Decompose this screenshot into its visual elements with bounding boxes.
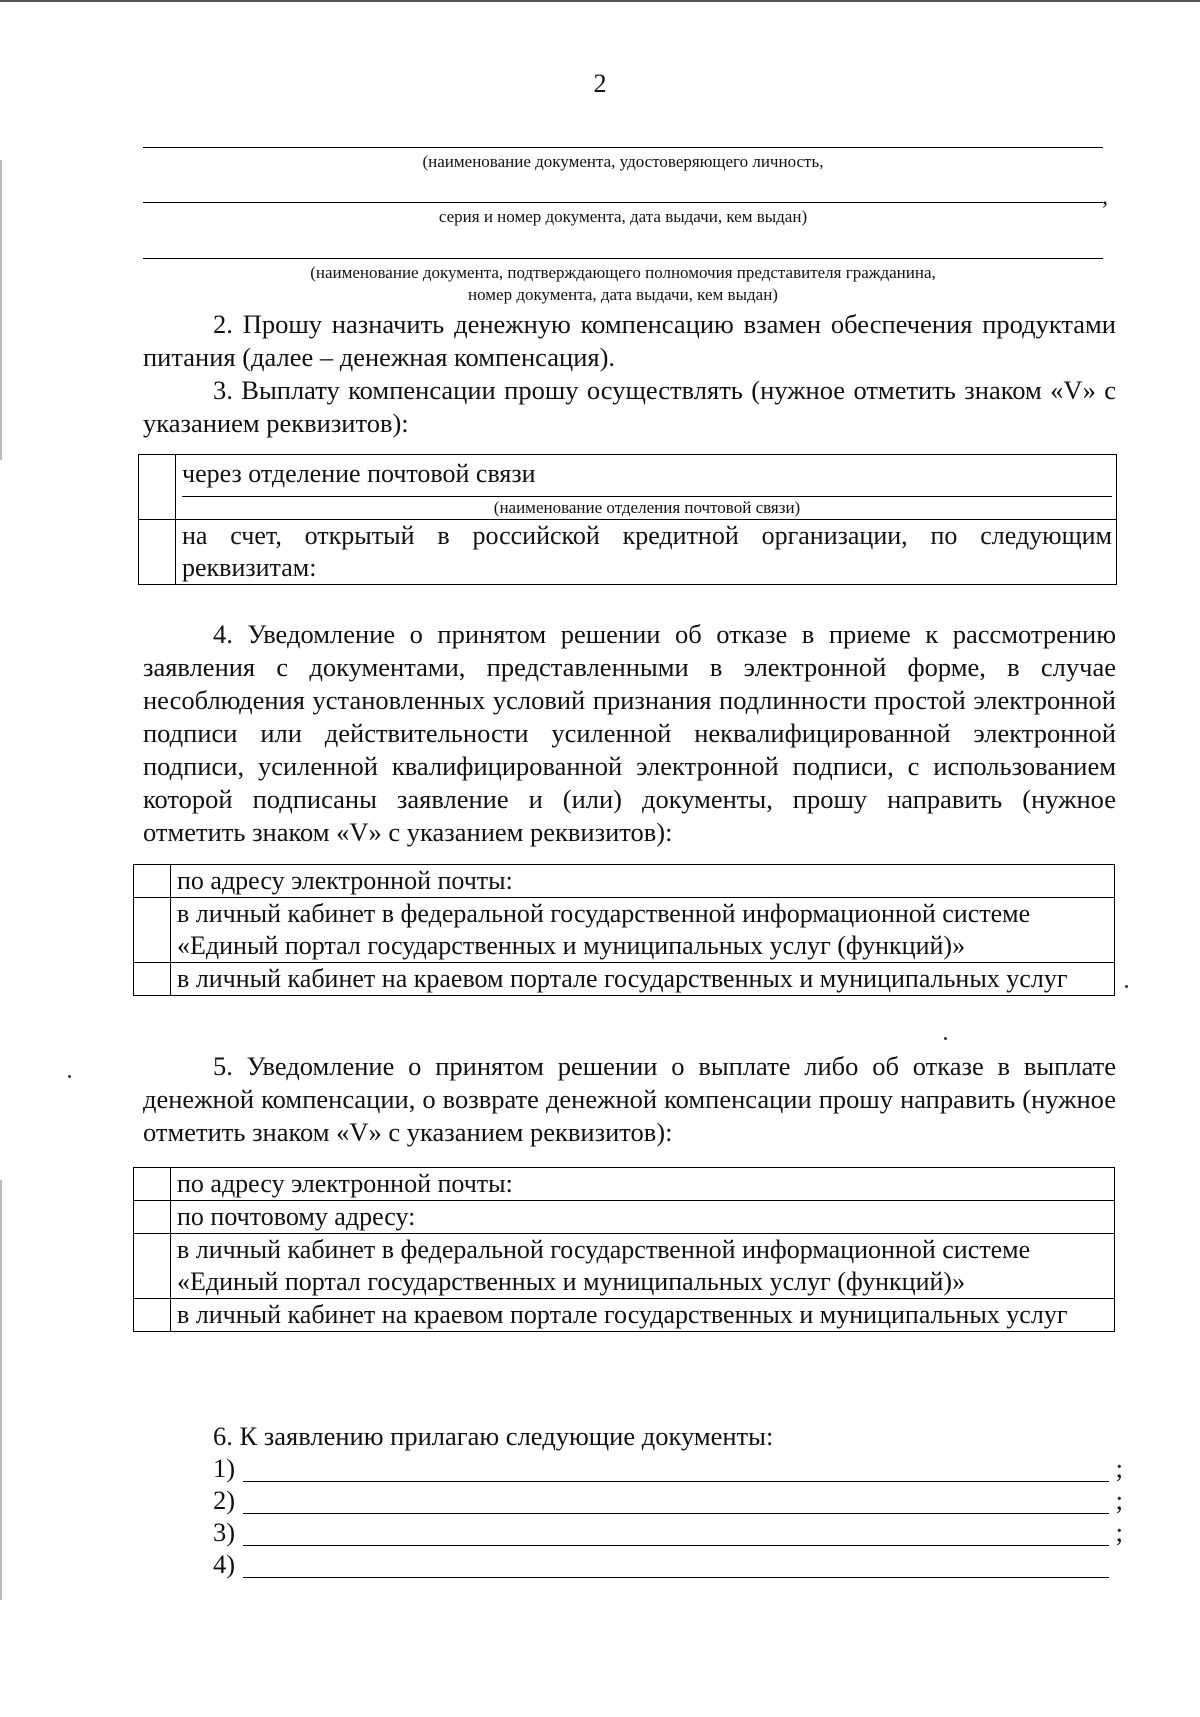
item-5: 5. Уведомление о принятом решении о выплате либо об отказе в выплате денежной компенсации, о возврате денежной компенсации прошу направить (нужное отметить знаком «V» с указанием реквизитов): bbox=[143, 1051, 1116, 1147]
notify4-email: по адресу электронной почты: bbox=[171, 865, 1115, 898]
document-number: 4) bbox=[213, 1549, 236, 1579]
notify5-row bbox=[134, 1168, 1115, 1201]
trailing-comma: , bbox=[1102, 184, 1108, 210]
document-entry-line[interactable] bbox=[243, 1545, 1109, 1546]
document-number: 2) bbox=[213, 1485, 236, 1515]
notify5-regional-portal: в личный кабинет на краевом портале государственных и муниципальных услуг bbox=[171, 1299, 1115, 1332]
document-line bbox=[213, 1517, 1123, 1549]
payment-options-table bbox=[138, 454, 1117, 585]
representative-caption-2: номер документа, дата выдачи, кем выдан) bbox=[468, 285, 778, 304]
item-5-block bbox=[143, 1050, 1116, 1149]
payment-option-bank bbox=[139, 520, 1117, 585]
scan-edge bbox=[0, 1180, 2, 1600]
identity-caption-1: (наименование документа, удостоверяющего личность, bbox=[422, 152, 824, 171]
notify4-row bbox=[134, 865, 1115, 898]
document-terminator: ; bbox=[1115, 1485, 1123, 1515]
scan-speck bbox=[1125, 985, 1128, 988]
checkbox-notify4-email[interactable] bbox=[134, 865, 171, 898]
item-2: 2. Прошу назначить денежную компенсацию взамен обеспечения продуктами питания (далее – денежная компенсация). bbox=[143, 309, 1116, 372]
payment-option-postal bbox=[139, 455, 1117, 520]
scan-speck bbox=[68, 1075, 71, 1078]
representative-caption-1: (наименование документа, подтверждающего полномочия представителя гражданина, bbox=[310, 263, 936, 282]
document-terminator: ; bbox=[1115, 1453, 1123, 1483]
attached-documents-list bbox=[213, 1453, 1123, 1581]
document-line bbox=[213, 1453, 1123, 1485]
document-number: 3) bbox=[213, 1517, 236, 1547]
identity-doc-line bbox=[143, 147, 1103, 148]
scan-edge bbox=[0, 160, 2, 460]
notify5-row bbox=[134, 1299, 1115, 1332]
document-line bbox=[213, 1485, 1123, 1517]
identity-doc-line-2 bbox=[143, 202, 1103, 203]
document-terminator: ; bbox=[1115, 1517, 1123, 1547]
notify5-postal-address: по почтовому адресу: bbox=[171, 1201, 1115, 1234]
option-postal bbox=[176, 455, 1117, 520]
checkbox-notify5-email[interactable] bbox=[134, 1168, 171, 1201]
item-3: 3. Выплату компенсации прошу осуществлять (нужное отметить знаком «V» с указанием реквизитов): bbox=[143, 375, 1116, 438]
checkbox-notify4-federal[interactable] bbox=[134, 898, 171, 963]
notify4-row bbox=[134, 963, 1115, 996]
option-bank: на счет, открытый в российской кредитной организации, по следующим реквизитам: bbox=[176, 520, 1117, 585]
checkbox-bank[interactable] bbox=[139, 520, 176, 585]
identity-caption-2: серия и номер документа, дата выдачи, кем выдан) bbox=[438, 207, 808, 226]
notify5-row bbox=[134, 1234, 1115, 1299]
item-4: 4. Уведомление о принятом решении об отказе в приеме к рассмотрению заявления с документами, представленными в электронной форме, в случае несоблюдения установленных условий признания подлинности простой электронной подписи или действительности усиленной неквалифицированной электронной подписи, усиленной квалифицированной электронной подписи, с использованием которой подписаны заявление и (или) документы, прошу направить (нужное отметить знаком «V» с указанием реквизитов): bbox=[143, 619, 1116, 847]
document-line bbox=[213, 1549, 1123, 1581]
notify4-regional-portal: в личный кабинет на краевом портале государственных и муниципальных услуг bbox=[171, 963, 1115, 996]
scan-speck bbox=[944, 1037, 947, 1040]
document-entry-line[interactable] bbox=[243, 1513, 1109, 1514]
checkbox-notify5-postal[interactable] bbox=[134, 1201, 171, 1234]
postal-office-caption: (наименование отделения почтовой связи) bbox=[493, 498, 801, 517]
notify5-email: по адресу электронной почты: bbox=[171, 1168, 1115, 1201]
items-2-3 bbox=[143, 308, 1116, 440]
document-entry-line[interactable] bbox=[243, 1481, 1109, 1482]
document-number: 1) bbox=[213, 1453, 236, 1483]
notify4-row bbox=[134, 898, 1115, 963]
checkbox-notify5-federal[interactable] bbox=[134, 1234, 171, 1299]
notify5-federal-portal: в личный кабинет в федеральной государственной информационной системе «Единый портал государственных и муниципальных услуг (функций)» bbox=[171, 1234, 1115, 1299]
checkbox-postal[interactable] bbox=[139, 455, 176, 520]
page-number: 2 bbox=[593, 69, 607, 98]
notify5-row bbox=[134, 1201, 1115, 1234]
option-postal-label: через отделение почтовой связи bbox=[182, 459, 536, 488]
item-4-block bbox=[143, 618, 1116, 849]
notify4-options-table bbox=[133, 864, 1115, 996]
notify4-federal-portal: в личный кабинет в федеральной государственной информационной системе «Единый портал государственных и муниципальных услуг (функций)» bbox=[171, 898, 1115, 963]
item-6: 6. К заявлению прилагаю следующие документы: bbox=[213, 1421, 774, 1451]
checkbox-notify5-regional[interactable] bbox=[134, 1299, 171, 1332]
document-entry-line[interactable] bbox=[243, 1577, 1109, 1578]
item-6-block bbox=[143, 1420, 1116, 1453]
page-top-border bbox=[0, 0, 1200, 2]
checkbox-notify4-regional[interactable] bbox=[134, 963, 171, 996]
representative-doc-line bbox=[143, 258, 1103, 259]
notify5-options-table bbox=[133, 1167, 1115, 1332]
